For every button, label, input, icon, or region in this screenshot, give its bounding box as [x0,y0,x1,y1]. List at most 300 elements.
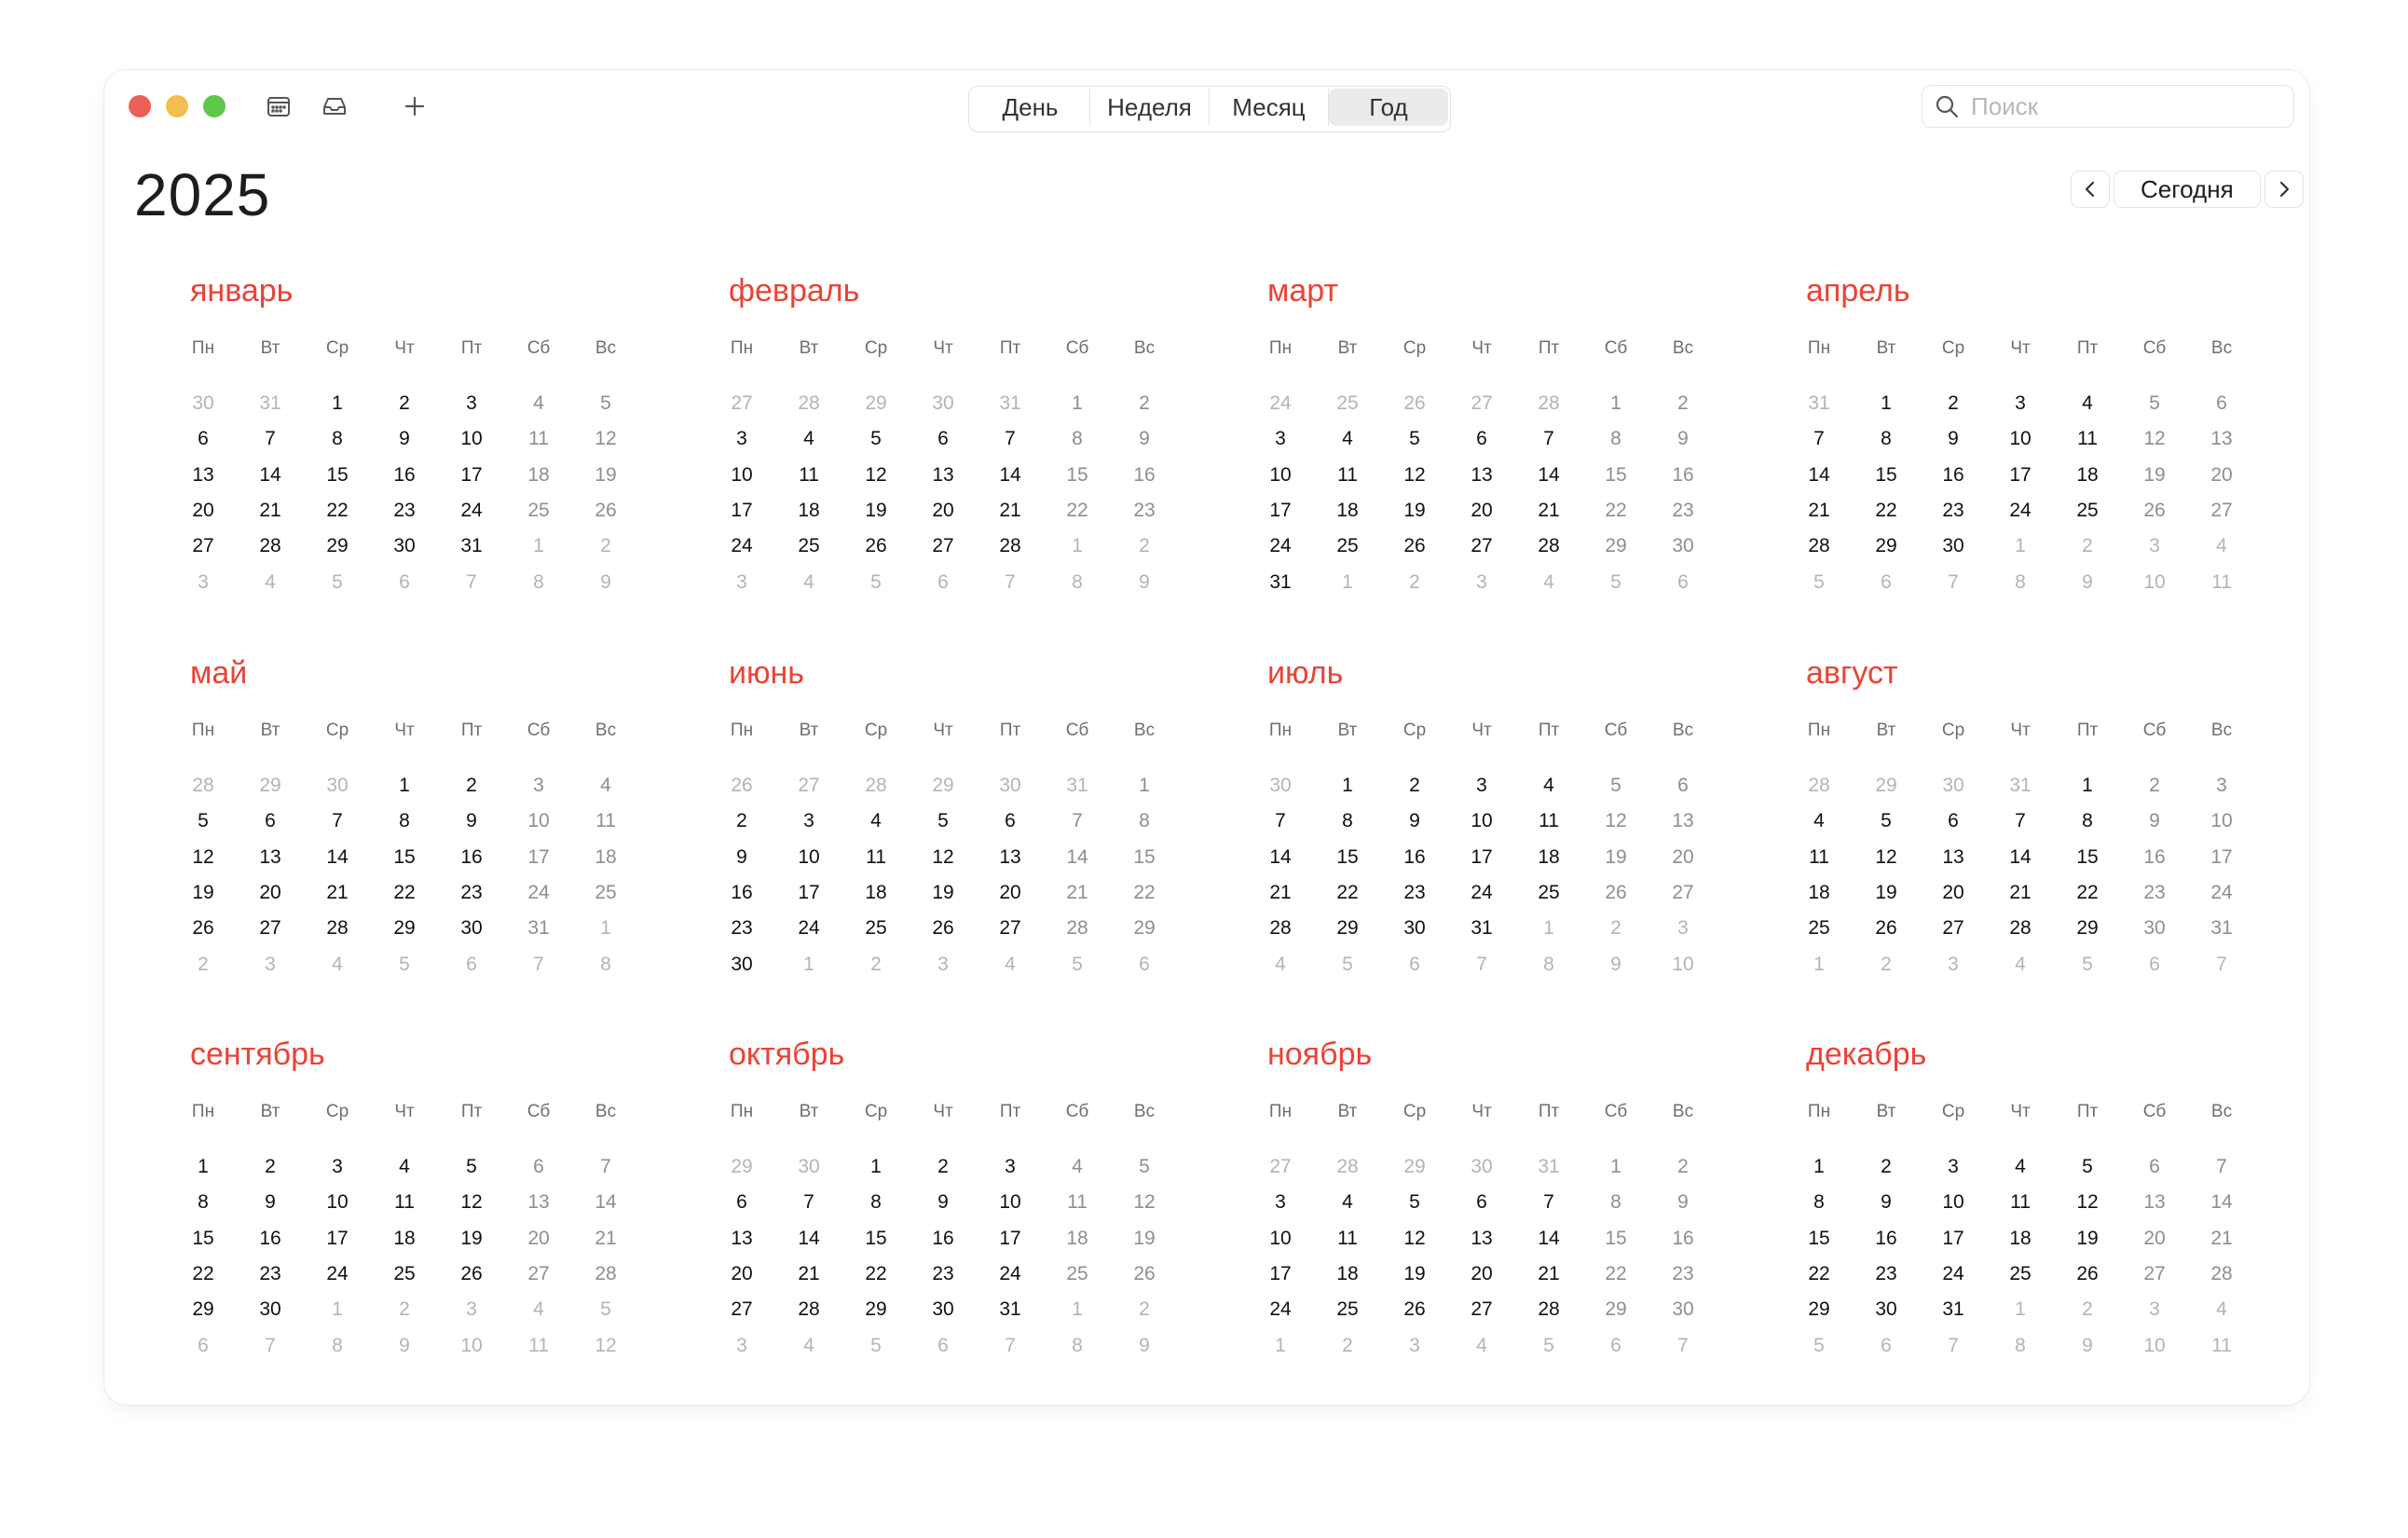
adjacent-month-day-cell[interactable]: 30 [932,392,954,414]
day-cell[interactable]: 3 [803,810,814,832]
adjacent-month-day-cell[interactable]: 1 [600,917,611,940]
day-cell[interactable]: 9 [1677,428,1689,450]
adjacent-month-day-cell[interactable]: 1 [2015,535,2026,557]
day-cell[interactable]: 12 [865,463,887,486]
adjacent-month-day-cell[interactable]: 31 [999,392,1021,414]
day-cell[interactable]: 10 [460,428,483,450]
day-cell[interactable]: 12 [595,428,617,450]
adjacent-month-day-cell[interactable]: 1 [1813,953,1825,975]
day-cell[interactable]: 7 [332,810,343,832]
day-cell[interactable]: 11 [394,1191,415,1214]
day-cell[interactable]: 31 [1269,570,1292,593]
adjacent-month-day-cell[interactable]: 1 [1342,570,1353,593]
month-11[interactable] [1247,1037,1694,1391]
adjacent-month-day-cell[interactable]: 4 [265,570,276,593]
day-cell[interactable]: 20 [932,499,954,521]
day-cell[interactable]: 4 [2015,1156,2026,1177]
day-cell[interactable]: 12 [192,845,214,868]
adjacent-month-day-cell[interactable]: 3 [2149,535,2160,557]
day-cell[interactable]: 3 [1275,1191,1286,1214]
day-cell[interactable]: 31 [1942,1298,1964,1321]
month-4[interactable] [1785,273,2233,627]
day-cell[interactable]: 13 [1672,810,1694,832]
day-cell[interactable]: 30 [393,535,416,557]
day-cell[interactable]: 23 [1875,1262,1897,1284]
day-cell[interactable]: 25 [2076,499,2099,521]
adjacent-month-day-cell[interactable]: 5 [870,570,882,593]
day-cell[interactable]: 10 [999,1191,1021,1214]
day-cell[interactable]: 5 [1610,775,1621,796]
day-cell[interactable]: 14 [2009,845,2032,868]
day-cell[interactable]: 22 [1605,1262,1627,1284]
day-cell[interactable]: 11 [799,463,819,486]
day-cell[interactable]: 25 [1808,917,1830,940]
adjacent-month-day-cell[interactable]: 1 [2015,1298,2026,1321]
adjacent-month-day-cell[interactable]: 30 [1471,1156,1493,1177]
adjacent-month-day-cell[interactable]: 5 [1342,953,1353,975]
adjacent-month-day-cell[interactable]: 30 [999,775,1021,796]
day-cell[interactable]: 2 [1409,775,1420,796]
adjacent-month-day-cell[interactable]: 3 [198,570,209,593]
adjacent-month-day-cell[interactable]: 8 [2015,570,2026,593]
day-cell[interactable]: 18 [865,881,887,903]
day-cell[interactable]: 2 [399,392,410,414]
day-cell[interactable]: 13 [2143,1191,2166,1214]
day-cell[interactable]: 11 [1809,845,1829,868]
day-cell[interactable]: 5 [2149,392,2160,414]
adjacent-month-day-cell[interactable]: 2 [1610,917,1621,940]
day-cell[interactable]: 31 [460,535,483,557]
day-cell[interactable]: 4 [803,428,814,450]
close-button[interactable] [129,95,151,117]
adjacent-month-day-cell[interactable]: 9 [600,570,611,593]
day-cell[interactable]: 22 [1875,499,1897,521]
adjacent-month-day-cell[interactable]: 29 [932,775,954,796]
adjacent-month-day-cell[interactable]: 27 [1269,1156,1292,1177]
day-cell[interactable]: 27 [1672,881,1694,903]
day-cell[interactable]: 26 [2143,499,2166,521]
day-cell[interactable]: 28 [2009,917,2032,940]
day-cell[interactable]: 28 [595,1262,617,1284]
day-cell[interactable]: 15 [1133,845,1156,868]
day-cell[interactable]: 1 [870,1156,882,1177]
day-cell[interactable]: 19 [932,881,954,903]
day-cell[interactable]: 3 [1005,1156,1016,1177]
day-cell[interactable]: 22 [1336,881,1359,903]
day-cell[interactable]: 8 [332,428,343,450]
day-cell[interactable]: 13 [2210,428,2233,450]
day-cell[interactable]: 24 [731,535,753,557]
day-cell[interactable]: 9 [736,845,747,868]
adjacent-month-day-cell[interactable]: 3 [2149,1298,2160,1321]
day-cell[interactable]: 6 [937,428,949,450]
day-cell[interactable]: 12 [2143,428,2166,450]
adjacent-month-day-cell[interactable]: 5 [399,953,410,975]
day-cell[interactable]: 7 [265,428,276,450]
day-cell[interactable]: 21 [798,1262,820,1284]
day-cell[interactable]: 24 [1471,881,1493,903]
day-cell[interactable]: 28 [1538,535,1560,557]
adjacent-month-day-cell[interactable]: 2 [2082,535,2093,557]
day-cell[interactable]: 7 [1275,810,1286,832]
adjacent-month-day-cell[interactable]: 2 [1139,1298,1150,1321]
day-cell[interactable]: 16 [1672,1227,1694,1249]
day-cell[interactable]: 7 [1813,428,1825,450]
adjacent-month-day-cell[interactable]: 1 [1543,917,1554,940]
day-cell[interactable]: 21 [1066,881,1088,903]
day-cell[interactable]: 30 [1672,1298,1694,1321]
day-cell[interactable]: 14 [1066,845,1088,868]
adjacent-month-day-cell[interactable]: 3 [736,570,747,593]
day-cell[interactable]: 30 [1942,535,1964,557]
day-cell[interactable]: 31 [527,917,550,940]
adjacent-month-day-cell[interactable]: 2 [1139,535,1150,557]
day-cell[interactable]: 22 [393,881,416,903]
day-cell[interactable]: 18 [393,1227,416,1249]
adjacent-month-day-cell[interactable]: 2 [2082,1298,2093,1321]
adjacent-month-day-cell[interactable]: 4 [1005,953,1016,975]
day-cell[interactable]: 30 [731,953,753,975]
day-cell[interactable]: 1 [1610,392,1621,414]
adjacent-month-day-cell[interactable]: 31 [1066,775,1088,796]
day-cell[interactable]: 1 [1610,1156,1621,1177]
day-cell[interactable]: 20 [1672,845,1694,868]
day-cell[interactable]: 18 [1336,1262,1359,1284]
adjacent-month-day-cell[interactable]: 31 [259,392,281,414]
day-cell[interactable]: 2 [466,775,477,796]
adjacent-month-day-cell[interactable]: 3 [1948,953,1959,975]
day-cell[interactable]: 21 [999,499,1021,521]
day-cell[interactable]: 5 [1409,1191,1420,1214]
adjacent-month-day-cell[interactable]: 3 [937,953,949,975]
day-cell[interactable]: 4 [399,1156,410,1177]
adjacent-month-day-cell[interactable]: 6 [399,570,410,593]
day-cell[interactable]: 14 [326,845,349,868]
adjacent-month-day-cell[interactable]: 30 [798,1156,820,1177]
day-cell[interactable]: 14 [1269,845,1292,868]
adjacent-month-day-cell[interactable]: 8 [533,570,544,593]
day-cell[interactable]: 29 [1336,917,1359,940]
day-cell[interactable]: 13 [1942,845,1964,868]
adjacent-month-day-cell[interactable]: 4 [1476,1334,1487,1356]
month-title[interactable]: октябрь [729,1037,845,1072]
day-cell[interactable]: 7 [600,1156,611,1177]
day-cell[interactable]: 27 [259,917,281,940]
day-cell[interactable]: 6 [2149,1156,2160,1177]
day-cell[interactable]: 27 [999,917,1021,940]
day-cell[interactable]: 16 [1133,463,1156,486]
month-2[interactable] [708,273,1156,627]
plus-icon[interactable] [399,90,431,122]
month-12[interactable] [1785,1037,2233,1391]
previous-year-button[interactable] [2071,171,2110,208]
day-cell[interactable]: 13 [731,1227,753,1249]
day-cell[interactable]: 17 [1269,1262,1292,1284]
adjacent-month-day-cell[interactable]: 6 [466,953,477,975]
day-cell[interactable]: 8 [1139,810,1150,832]
adjacent-month-day-cell[interactable]: 5 [1543,1334,1554,1356]
day-cell[interactable]: 14 [2210,1191,2233,1214]
adjacent-month-day-cell[interactable]: 3 [466,1298,477,1321]
adjacent-month-day-cell[interactable]: 9 [1139,570,1150,593]
day-cell[interactable]: 23 [1942,499,1964,521]
adjacent-month-day-cell[interactable]: 28 [1336,1156,1359,1177]
day-cell[interactable]: 29 [326,535,349,557]
adjacent-month-day-cell[interactable]: 4 [1275,953,1286,975]
day-cell[interactable]: 1 [2082,775,2093,796]
day-cell[interactable]: 6 [1476,428,1487,450]
adjacent-month-day-cell[interactable]: 3 [265,953,276,975]
day-cell[interactable]: 8 [1342,810,1353,832]
adjacent-month-day-cell[interactable]: 5 [1072,953,1083,975]
day-cell[interactable]: 16 [932,1227,954,1249]
adjacent-month-day-cell[interactable]: 11 [528,1334,549,1356]
adjacent-month-day-cell[interactable]: 5 [2082,953,2093,975]
day-cell[interactable]: 31 [1471,917,1493,940]
day-cell[interactable]: 24 [2009,499,2032,521]
adjacent-month-day-cell[interactable]: 26 [1403,392,1426,414]
day-cell[interactable]: 30 [1672,535,1694,557]
day-cell[interactable]: 20 [259,881,281,903]
day-cell[interactable]: 27 [192,535,214,557]
adjacent-month-day-cell[interactable]: 6 [198,1334,209,1356]
adjacent-month-day-cell[interactable]: 2 [1342,1334,1353,1356]
day-cell[interactable]: 15 [326,463,349,486]
day-cell[interactable]: 22 [1605,499,1627,521]
month-title[interactable]: апрель [1806,273,1910,309]
adjacent-month-day-cell[interactable]: 1 [1072,535,1083,557]
day-cell[interactable]: 13 [527,1191,550,1214]
day-cell[interactable]: 23 [1403,881,1426,903]
adjacent-month-day-cell[interactable]: 7 [1005,1334,1016,1356]
day-cell[interactable]: 8 [1813,1191,1825,1214]
day-cell[interactable]: 8 [2082,810,2093,832]
adjacent-month-day-cell[interactable]: 6 [2149,953,2160,975]
day-cell[interactable]: 1 [1813,1156,1825,1177]
day-cell[interactable]: 31 [999,1298,1021,1321]
day-cell[interactable]: 20 [1471,1262,1493,1284]
day-cell[interactable]: 27 [527,1262,550,1284]
day-cell[interactable]: 21 [259,499,281,521]
day-cell[interactable]: 19 [2143,463,2166,486]
day-cell[interactable]: 14 [259,463,281,486]
adjacent-month-day-cell[interactable]: 5 [1610,570,1621,593]
day-cell[interactable]: 19 [192,881,214,903]
day-cell[interactable]: 24 [999,1262,1021,1284]
adjacent-month-day-cell[interactable]: 28 [865,775,887,796]
adjacent-month-day-cell[interactable]: 10 [2143,1334,2166,1356]
month-title[interactable]: август [1806,655,1898,691]
day-cell[interactable]: 24 [798,917,820,940]
day-cell[interactable]: 12 [932,845,954,868]
day-cell[interactable]: 30 [1403,917,1426,940]
day-cell[interactable]: 9 [2149,810,2160,832]
day-cell[interactable]: 14 [999,463,1021,486]
day-cell[interactable]: 16 [2143,845,2166,868]
adjacent-month-day-cell[interactable]: 7 [533,953,544,975]
day-cell[interactable]: 13 [1471,463,1493,486]
day-cell[interactable]: 1 [1139,775,1150,796]
adjacent-month-day-cell[interactable]: 7 [1948,570,1959,593]
day-cell[interactable]: 24 [1269,1298,1292,1321]
adjacent-month-day-cell[interactable]: 5 [870,1334,882,1356]
day-cell[interactable]: 10 [527,810,550,832]
adjacent-month-day-cell[interactable]: 5 [600,1298,611,1321]
day-cell[interactable]: 21 [595,1227,617,1249]
adjacent-month-day-cell[interactable]: 10 [2143,570,2166,593]
day-cell[interactable]: 30 [2143,917,2166,940]
day-cell[interactable]: 28 [999,535,1021,557]
day-cell[interactable]: 26 [932,917,954,940]
tab-month[interactable]: Месяц [1210,89,1329,126]
day-cell[interactable]: 6 [736,1191,747,1214]
day-cell[interactable]: 4 [533,392,544,414]
day-cell[interactable]: 11 [528,428,549,450]
adjacent-month-day-cell[interactable]: 4 [2216,1298,2227,1321]
month-title[interactable]: март [1267,273,1339,309]
day-cell[interactable]: 7 [2216,1156,2227,1177]
adjacent-month-day-cell[interactable]: 6 [1610,1334,1621,1356]
day-cell[interactable]: 2 [736,810,747,832]
day-cell[interactable]: 16 [1672,463,1694,486]
adjacent-month-day-cell[interactable]: 6 [937,570,949,593]
day-cell[interactable]: 26 [1605,881,1627,903]
day-cell[interactable]: 19 [1605,845,1627,868]
day-cell[interactable]: 15 [192,1227,214,1249]
day-cell[interactable]: 16 [1403,845,1426,868]
tab-week[interactable]: Неделя [1090,89,1210,126]
day-cell[interactable]: 9 [1881,1191,1892,1214]
month-title[interactable]: май [190,655,248,691]
day-cell[interactable]: 22 [1808,1262,1830,1284]
month-title[interactable]: июнь [729,655,804,691]
day-cell[interactable]: 3 [1948,1156,1959,1177]
adjacent-month-day-cell[interactable]: 8 [332,1334,343,1356]
day-cell[interactable]: 2 [2149,775,2160,796]
month-3[interactable] [1247,273,1694,627]
day-cell[interactable]: 6 [1677,775,1689,796]
day-cell[interactable]: 22 [192,1262,214,1284]
day-cell[interactable]: 26 [192,917,214,940]
day-cell[interactable]: 3 [533,775,544,796]
day-cell[interactable]: 4 [1342,428,1353,450]
day-cell[interactable]: 13 [192,463,214,486]
day-cell[interactable]: 11 [866,845,886,868]
day-cell[interactable]: 23 [259,1262,281,1284]
day-cell[interactable]: 21 [2210,1227,2233,1249]
day-cell[interactable]: 25 [393,1262,416,1284]
day-cell[interactable]: 27 [1471,535,1493,557]
adjacent-month-day-cell[interactable]: 6 [1881,570,1892,593]
adjacent-month-day-cell[interactable]: 30 [326,775,349,796]
day-cell[interactable]: 8 [1610,428,1621,450]
day-cell[interactable]: 9 [1677,1191,1689,1214]
day-cell[interactable]: 13 [1471,1227,1493,1249]
adjacent-month-day-cell[interactable]: 28 [798,392,820,414]
day-cell[interactable]: 11 [1539,810,1559,832]
day-cell[interactable]: 10 [1269,1227,1292,1249]
day-cell[interactable]: 26 [1403,535,1426,557]
day-cell[interactable]: 28 [1538,1298,1560,1321]
day-cell[interactable]: 31 [2210,917,2233,940]
day-cell[interactable]: 25 [1538,881,1560,903]
adjacent-month-day-cell[interactable]: 7 [466,570,477,593]
day-cell[interactable]: 25 [1066,1262,1088,1284]
day-cell[interactable]: 27 [2210,499,2233,521]
day-cell[interactable]: 2 [1948,392,1959,414]
adjacent-month-day-cell[interactable]: 30 [1942,775,1964,796]
day-cell[interactable]: 25 [1336,1298,1359,1321]
adjacent-month-day-cell[interactable]: 29 [731,1156,753,1177]
adjacent-month-day-cell[interactable]: 2 [198,953,209,975]
adjacent-month-day-cell[interactable]: 6 [1139,953,1150,975]
day-cell[interactable]: 22 [2076,881,2099,903]
day-cell[interactable]: 18 [595,845,617,868]
day-cell[interactable]: 5 [466,1156,477,1177]
adjacent-month-day-cell[interactable]: 30 [192,392,214,414]
day-cell[interactable]: 20 [1471,499,1493,521]
day-cell[interactable]: 7 [1543,1191,1554,1214]
zoom-button[interactable] [203,95,226,117]
day-cell[interactable]: 20 [2210,463,2233,486]
day-cell[interactable]: 4 [1072,1156,1083,1177]
day-cell[interactable]: 1 [1072,392,1083,414]
adjacent-month-day-cell[interactable]: 6 [1881,1334,1892,1356]
day-cell[interactable]: 27 [731,1298,753,1321]
day-cell[interactable]: 26 [460,1262,483,1284]
adjacent-month-day-cell[interactable]: 9 [1139,1334,1150,1356]
day-cell[interactable]: 21 [1269,881,1292,903]
day-cell[interactable]: 20 [527,1227,550,1249]
day-cell[interactable]: 14 [798,1227,820,1249]
day-cell[interactable]: 19 [865,499,887,521]
day-cell[interactable]: 23 [731,917,753,940]
adjacent-month-day-cell[interactable]: 25 [1336,392,1359,414]
day-cell[interactable]: 16 [460,845,483,868]
day-cell[interactable]: 12 [2076,1191,2099,1214]
day-cell[interactable]: 18 [798,499,820,521]
adjacent-month-day-cell[interactable]: 7 [2216,953,2227,975]
adjacent-month-day-cell[interactable]: 8 [1072,570,1083,593]
day-cell[interactable]: 27 [1471,1298,1493,1321]
day-cell[interactable]: 14 [1538,1227,1560,1249]
adjacent-month-day-cell[interactable]: 28 [1808,775,1830,796]
adjacent-month-day-cell[interactable]: 2 [870,953,882,975]
day-cell[interactable]: 14 [1538,463,1560,486]
adjacent-month-day-cell[interactable]: 29 [1403,1156,1426,1177]
day-cell[interactable]: 3 [2015,392,2026,414]
day-cell[interactable]: 30 [932,1298,954,1321]
day-cell[interactable]: 26 [595,499,617,521]
day-cell[interactable]: 11 [595,810,616,832]
day-cell[interactable]: 9 [1139,428,1150,450]
day-cell[interactable]: 12 [460,1191,483,1214]
search-field[interactable] [1922,85,2294,128]
day-cell[interactable]: 17 [527,845,550,868]
day-cell[interactable]: 7 [1072,810,1083,832]
day-cell[interactable]: 5 [870,428,882,450]
adjacent-month-day-cell[interactable]: 6 [937,1334,949,1356]
day-cell[interactable]: 12 [1403,1227,1426,1249]
day-cell[interactable]: 20 [192,499,214,521]
day-cell[interactable]: 22 [1133,881,1156,903]
day-cell[interactable]: 28 [1269,917,1292,940]
day-cell[interactable]: 25 [798,535,820,557]
adjacent-month-day-cell[interactable]: 2 [399,1298,410,1321]
adjacent-month-day-cell[interactable]: 6 [1409,953,1420,975]
day-cell[interactable]: 5 [1139,1156,1150,1177]
day-cell[interactable]: 4 [1342,1191,1353,1214]
